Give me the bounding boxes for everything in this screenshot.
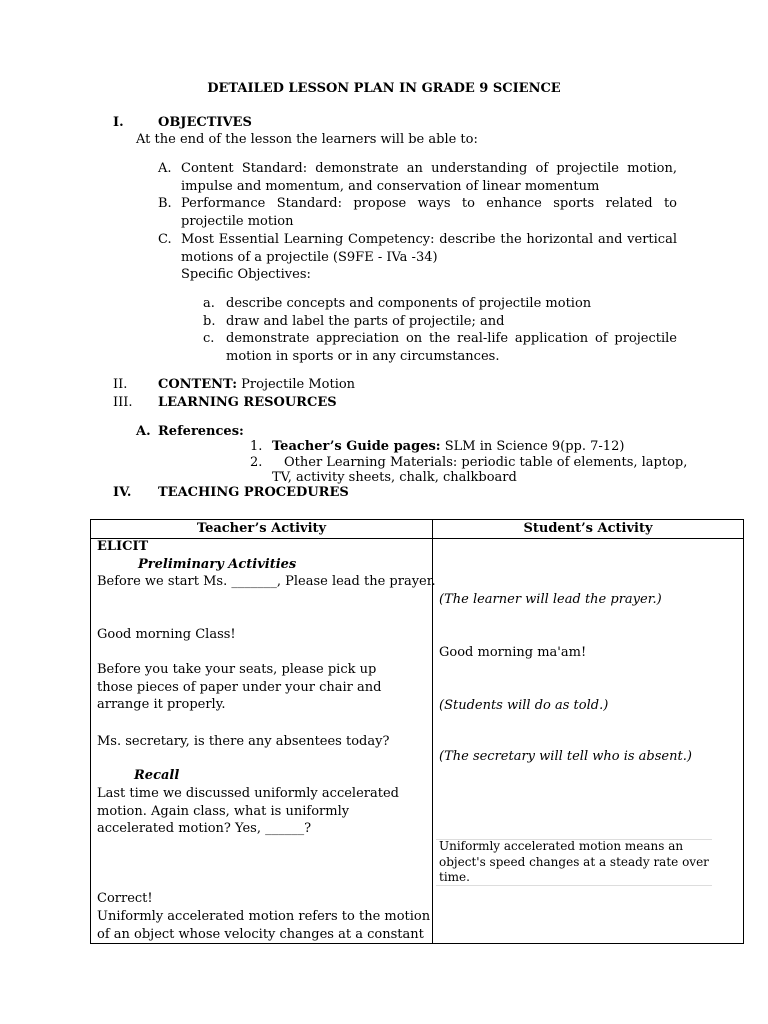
resources-number: III. (113, 395, 133, 410)
reference-2-number: 2. (250, 455, 263, 470)
response-box-bottom-rule (436, 885, 712, 886)
teacher-definition-line2: of an object whose velocity changes at a constant (97, 927, 424, 942)
student-activity-header: Student’s Activity (523, 521, 653, 536)
content-label: CONTENT: (158, 377, 238, 392)
reference-2-line2: TV, activity sheets, chalk, chalkboard (272, 470, 517, 485)
reference-1-label: Teacher’s Guide pages: (272, 439, 441, 454)
preliminary-activities-label: Preliminary Activities (138, 557, 297, 572)
objectives-intro: At the end of the lesson the learners will be able to: (136, 132, 478, 147)
student-recall-answer: Uniformly accelerated motion means an object's speed changes at a steady rate over time. (439, 839, 709, 884)
reference-2-line1: Other Learning Materials: periodic table of elements, laptop, (284, 455, 688, 470)
teacher-recall-question: Last time we discussed uniformly accelerated motion. Again class, what is uniformly accelerated motion? Yes, ______? (97, 786, 399, 836)
objectives-heading: OBJECTIVES (158, 115, 252, 130)
recall-label: Recall (134, 768, 180, 783)
teacher-prayer: Before we start Ms. _______, Please lead the prayer. (97, 574, 436, 589)
student-paper-response: (Students will do as told.) (439, 698, 609, 713)
references-heading: References: (158, 424, 244, 439)
specific-objectives-label: Specific Objectives: (181, 267, 311, 282)
specific-c-letter: c. (203, 331, 215, 346)
teacher-absentees-question: Ms. secretary, is there any absentees today? (97, 734, 390, 749)
procedures-number: IV. (113, 485, 132, 500)
reference-1-line (272, 438, 624, 456)
procedures-heading: TEACHING PROCEDURES (158, 485, 349, 500)
references-letter: A. (136, 424, 151, 439)
objective-b-letter: B. (158, 196, 172, 211)
reference-1-number: 1. (250, 439, 263, 454)
objective-c-letter: C. (158, 232, 172, 247)
specific-b-text: draw and label the parts of projectile; and (226, 314, 505, 329)
reference-1-value: SLM in Science 9(pp. 7-12) (444, 439, 625, 454)
page-title: DETAILED LESSON PLAN IN GRADE 9 SCIENCE (207, 81, 561, 96)
content-line (158, 376, 355, 394)
student-prayer: (The learner will lead the prayer.) (439, 592, 662, 607)
elicit-label: ELICIT (97, 539, 149, 554)
objective-b-text: Performance Standard: propose ways to enhance sports related to projectile motion (181, 196, 677, 229)
content-value: Projectile Motion (241, 377, 356, 392)
content-number: II. (113, 377, 128, 392)
teacher-paper-instruction: Before you take your seats, please pick up those pieces of paper under your chair and arrange it properly. (97, 662, 382, 712)
table-header-divider (91, 538, 743, 539)
specific-c-text: demonstrate appreciation on the real-life application of projectile motion in sports or in any circumstances. (226, 331, 677, 364)
teacher-definition-line1: Uniformly accelerated motion refers to the motion (97, 909, 431, 924)
specific-a-text: describe concepts and components of projectile motion (226, 296, 592, 311)
objectives-number: I. (113, 115, 124, 130)
objective-a-letter: A. (158, 161, 172, 176)
objective-a-text: Content Standard: demonstrate an understanding of projectile motion, impulse and momentum, and conservation of linear momentum (181, 161, 677, 194)
teacher-greeting: Good morning Class! (97, 627, 236, 642)
teacher-correct: Correct! (97, 891, 153, 906)
objective-c-text: Most Essential Learning Competency: describe the horizontal and vertical motions of a projectile (S9FE - IVa -34) (181, 232, 677, 265)
teacher-activity-header: Teacher’s Activity (196, 521, 327, 536)
student-greeting: Good morning ma'am! (439, 645, 587, 660)
student-absentees-response: (The secretary will tell who is absent.) (439, 749, 692, 764)
resources-heading: LEARNING RESOURCES (158, 395, 337, 410)
specific-a-letter: a. (203, 296, 215, 311)
specific-b-letter: b. (203, 314, 216, 329)
